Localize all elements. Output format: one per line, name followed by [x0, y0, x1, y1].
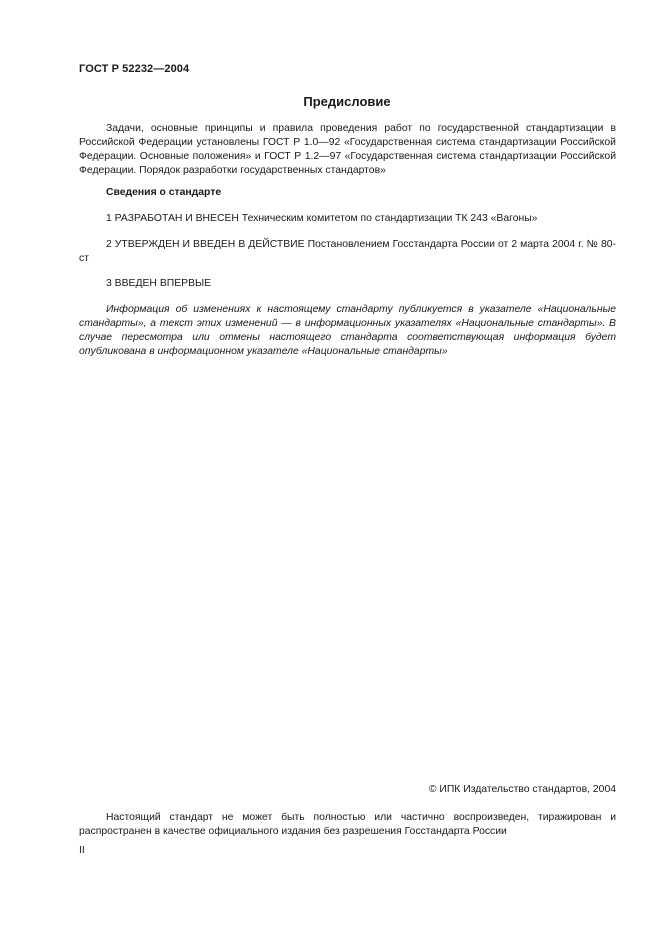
list-item: 2 УТВЕРЖДЕН И ВВЕДЕН В ДЕЙСТВИЕ Постановлением Госстандарта России от 2 марта 2004 г. № 80-ст: [79, 239, 616, 264]
page-number: II: [79, 845, 85, 856]
info-note: Информация об изменениях к настоящему стандарту публикуется в указателе «Национальные стандарты», а текст этих изменений — в информационных указателях «Национальные стандарты». В случае пересмотра или отмены настоящего стандарта соответствующая информация будет опубликована в информационном указателе «Национальные стандарты»: [79, 304, 616, 357]
document-number: ГОСТ Р 52232—2004: [79, 63, 190, 75]
section-heading: Сведения о стандарте: [106, 187, 222, 198]
reproduction-notice: Настоящий стандарт не может быть полностью или частично воспроизведен, тиражирован и распространен в качестве официального издания без разрешения Госстандарта России: [79, 812, 616, 837]
list-item: 3 ВВЕДЕН ВПЕРВЫЕ: [106, 278, 212, 289]
page-title: Предисловие: [303, 94, 391, 109]
list-item: 1 РАЗРАБОТАН И ВНЕСЕН Техническим комитетом по стандартизации ТК 243 «Вагоны»: [106, 213, 538, 224]
copyright-line: © ИПК Издательство стандартов, 2004: [428, 784, 616, 795]
intro-paragraph: Задачи, основные принципы и правила проведения работ по государственной стандартизации в Российской Федерации установлены ГОСТ Р 1.0—92 «Государственная система стандартизации Российской Федерации. Основные положения» и ГОСТ Р 1.2—97 «Государственная система стандартизации Российской Федерации. Порядок разработки государственных стандартов»: [79, 123, 616, 176]
